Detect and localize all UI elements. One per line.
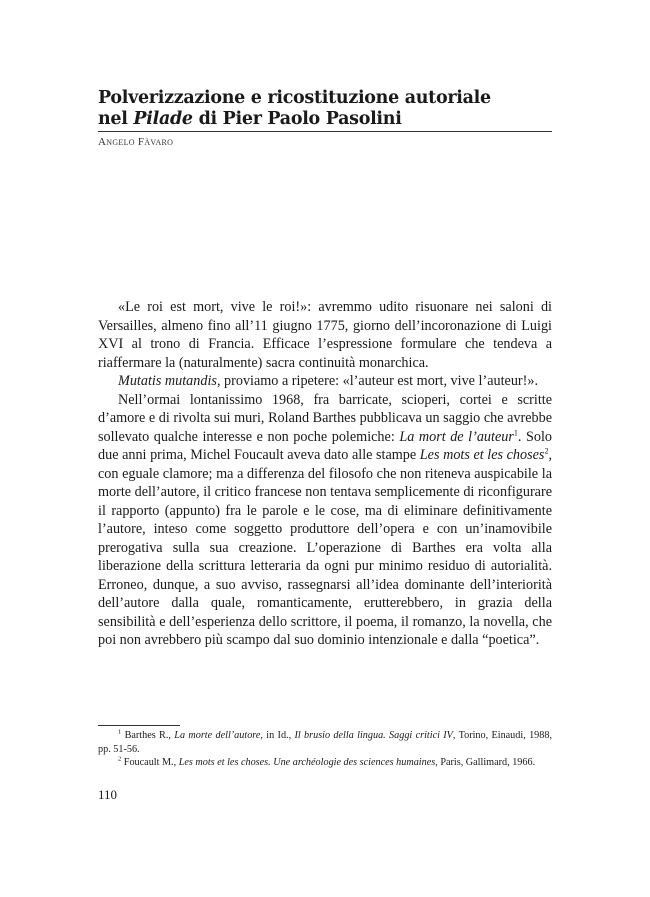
footnote-1-text-c: , Torino, Einaudi, 1988, pp. 51-56.: [98, 730, 553, 755]
footnote-1-italic-1: La morte dell’autore: [174, 730, 261, 741]
footnote-2: [98, 756, 552, 770]
footnote-1-italic-2: Il brusio della lingua. Saggi critici IV: [294, 730, 453, 741]
footnote-2-text-b: , Paris, Gallimard, 1966.: [435, 757, 536, 768]
title-line-2-prefix: nel: [98, 109, 134, 129]
paragraph-1: «Le roi est mort, vive le roi!»: avremmo udito risuonare nei saloni di Versailles, almeno fino all’11 giugno 1775, giorno dell’incoronazione di Luigi XVI al trono di Francia. Efficace l’espressione formulare che tendeva a riaffermare la (naturalmente) sacra continuità monarchica.: [98, 299, 552, 371]
footnote-2-number: 2: [118, 755, 122, 763]
footnote-1: [98, 729, 552, 756]
author-name: Angelo Fàvaro: [98, 136, 174, 148]
paragraph-3-italic-1: La mort de l’auteur: [399, 428, 514, 445]
footnote-1-text-a: Barthes R.,: [124, 730, 175, 741]
article-header: [98, 88, 552, 149]
paragraph-2: [98, 372, 552, 391]
paragraph-3: [98, 391, 552, 650]
title-line-1: Polverizzazione e ricostituzione autoriale: [98, 88, 491, 108]
footnote-1-text-b: , in Id.,: [260, 730, 295, 741]
paragraph-3-text-c: , con eguale clamore; ma a differenza del filosofo che non riteneva auspicabile la morte dell’autore, il critico francese non tentava semplicemente di riconfigurare il rapporto (appunto) fra le parole e le cose, ma di eliminare definitivamente l’autore, inteso come soggetto produttore dell’opera e con un’inamovibile prerogativa sulla sua creazione. L’operazione di Barthes era volta alla liberazione della scrittura letteraria da ogni pur minimo residuo di autorialità. Erroneo, dunque, a suo avviso, rassegnarsi all’idea dominante dell’interiorità dell’autore dalla quale, romanticamente, erutterebbero, in grazia della sensibilità e dell’esperienza dello scrittore, il poema, il romanzo, la novella, che poi non avrebbero più scampo dal suo dominio intenzionale e dalla “poetica”.: [98, 447, 552, 648]
title-line-2-italic: Pilade: [133, 109, 193, 129]
paragraph-3-text-b: . Solo due anni prima, Michel Foucault aveva dato alle stampe: [98, 428, 552, 463]
article-title: [98, 88, 552, 130]
footnote-2-text-a: Foucault M.,: [123, 757, 179, 768]
paragraph-2-text: , proviamo a ripetere: «l’auteur est mort, vive l’auteur!».: [216, 373, 539, 389]
paragraph-2-italic: Mutatis mutandis: [118, 373, 217, 389]
title-line-2-suffix: di Pier Paolo Pasolini: [192, 109, 402, 129]
footnote-rule: [98, 725, 180, 726]
body-text: [98, 298, 552, 650]
footnote-1-number: 1: [118, 728, 122, 736]
footnote-ref-2[interactable]: 2: [544, 446, 549, 456]
footnotes: [98, 729, 552, 770]
page-number: 110: [98, 787, 118, 802]
paragraph-3-italic-2: Les mots et les choses: [419, 447, 545, 463]
paragraph-3-text-a: Nell’ormai lontanissimo 1968, fra barricate, scioperi, cortei e scritte d’amore e di rivolta sui muri, Roland Barthes pubblicava un saggio che avrebbe sollevato qualche interesse e non poche polemiche:: [98, 391, 552, 445]
footnote-2-italic-1: Les mots et les choses. Une archéologie des sciences humaines: [178, 757, 436, 768]
footnote-ref-1[interactable]: 1: [513, 427, 518, 437]
title-rule: [98, 131, 552, 132]
